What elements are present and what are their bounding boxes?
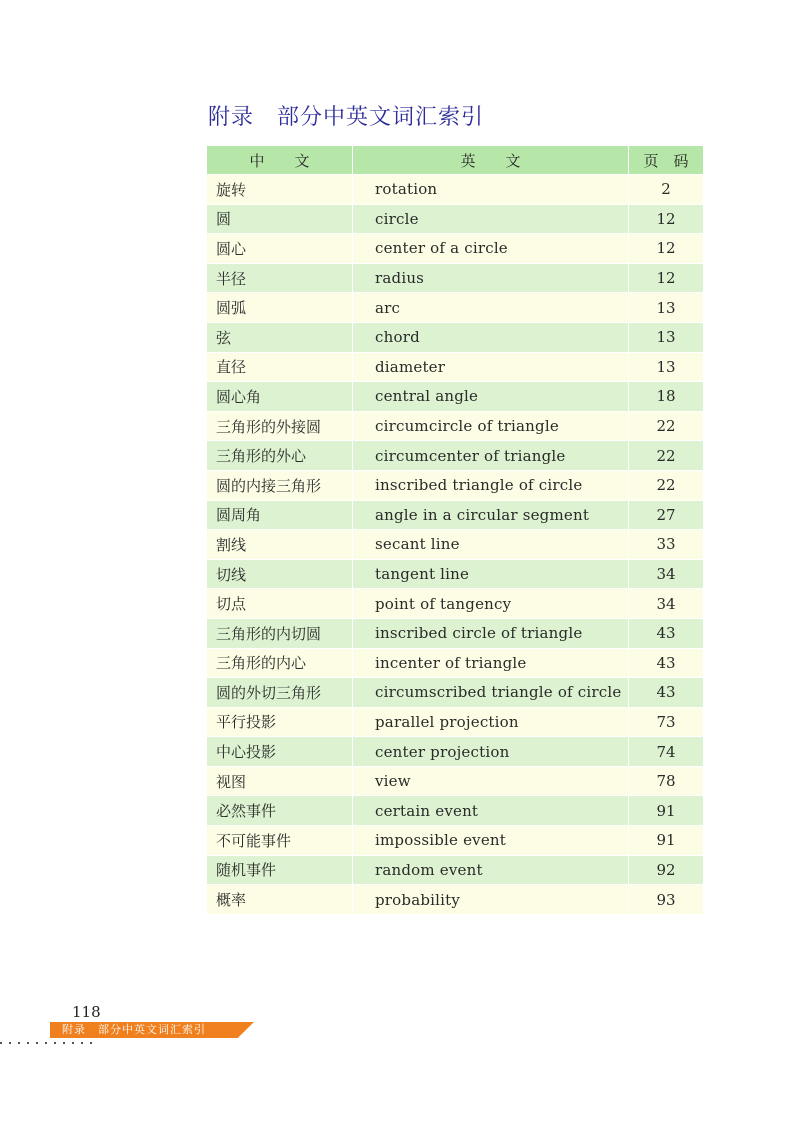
table-row [207,826,703,856]
table-row [207,649,703,679]
term-page: 13 [629,293,703,323]
term-english: arc [353,293,629,323]
term-page: 22 [629,471,703,501]
term-english: probability [353,885,629,915]
table-row [207,323,703,353]
footer-label: 附录 部分中英文词汇索引 [62,1023,206,1036]
term-page: 43 [629,619,703,649]
table-row [207,856,703,886]
term-chinese: 平行投影 [207,708,353,738]
table-row [207,796,703,826]
term-chinese: 必然事件 [207,796,353,826]
term-english: random event [353,856,629,886]
table-row [207,234,703,264]
term-english: angle in a circular segment [353,501,629,531]
term-chinese: 中心投影 [207,737,353,767]
table-row [207,619,703,649]
header-page: 页 码 [629,146,703,175]
term-page: 43 [629,678,703,708]
term-page: 34 [629,560,703,590]
term-english: tangent line [353,560,629,590]
term-chinese: 三角形的外心 [207,441,353,471]
term-english: circumcircle of triangle [353,412,629,442]
term-chinese: 圆的内接三角形 [207,471,353,501]
page-number: 118 [72,1003,101,1021]
term-chinese: 三角形的外接圆 [207,412,353,442]
table-row [207,589,703,619]
table-row [207,412,703,442]
term-english: view [353,767,629,797]
term-english: chord [353,323,629,353]
term-chinese: 三角形的内切圆 [207,619,353,649]
term-chinese: 半径 [207,264,353,294]
table-row [207,530,703,560]
term-english: circle [353,205,629,235]
table-row [207,767,703,797]
term-page: 12 [629,234,703,264]
term-chinese: 圆弧 [207,293,353,323]
term-chinese: 随机事件 [207,856,353,886]
term-english: incenter of triangle [353,649,629,679]
term-english: secant line [353,530,629,560]
term-english: impossible event [353,826,629,856]
term-chinese: 弦 [207,323,353,353]
term-page: 91 [629,826,703,856]
term-page: 74 [629,737,703,767]
table-row [207,560,703,590]
term-page: 43 [629,649,703,679]
term-page: 22 [629,441,703,471]
table-row [207,885,703,915]
term-english: central angle [353,382,629,412]
term-page: 92 [629,856,703,886]
table-row [207,471,703,501]
table-row [207,382,703,412]
term-english: point of tangency [353,589,629,619]
term-english: center of a circle [353,234,629,264]
term-chinese: 切点 [207,589,353,619]
term-chinese: 概率 [207,885,353,915]
term-english: rotation [353,175,629,205]
term-page: 33 [629,530,703,560]
term-chinese: 不可能事件 [207,826,353,856]
term-chinese: 切线 [207,560,353,590]
term-english: parallel projection [353,708,629,738]
header-chinese: 中 文 [207,146,353,175]
term-page: 2 [629,175,703,205]
term-english: certain event [353,796,629,826]
term-page: 12 [629,205,703,235]
term-chinese: 圆心 [207,234,353,264]
term-page: 91 [629,796,703,826]
term-chinese: 视图 [207,767,353,797]
table-row [207,708,703,738]
term-english: center projection [353,737,629,767]
term-english: inscribed circle of triangle [353,619,629,649]
term-chinese: 圆 [207,205,353,235]
table-row [207,441,703,471]
term-page: 13 [629,353,703,383]
term-page: 13 [629,323,703,353]
term-english: diameter [353,353,629,383]
table-row [207,501,703,531]
term-chinese: 直径 [207,353,353,383]
term-chinese: 圆的外切三角形 [207,678,353,708]
term-chinese: 割线 [207,530,353,560]
table-row [207,678,703,708]
table-row [207,353,703,383]
term-page: 12 [629,264,703,294]
term-chinese: 圆周角 [207,501,353,531]
table-row [207,175,703,205]
term-chinese: 圆心角 [207,382,353,412]
table-row [207,264,703,294]
term-english: radius [353,264,629,294]
term-english: circumscribed triangle of circle [353,678,629,708]
term-page: 22 [629,412,703,442]
term-english: circumcenter of triangle [353,441,629,471]
term-page: 93 [629,885,703,915]
term-page: 73 [629,708,703,738]
term-page: 18 [629,382,703,412]
table-row [207,205,703,235]
term-english: inscribed triangle of circle [353,471,629,501]
table-row [207,737,703,767]
footer-dotted-rule [0,1042,98,1044]
table-row [207,293,703,323]
vocabulary-index-table [207,146,703,915]
term-chinese: 三角形的内心 [207,649,353,679]
term-page: 78 [629,767,703,797]
term-page: 34 [629,589,703,619]
term-page: 27 [629,501,703,531]
table-body [207,175,703,915]
page-title: 附录 部分中英文词汇索引 [208,105,485,130]
header-english: 英 文 [353,146,629,175]
term-chinese: 旋转 [207,175,353,205]
table-header-row [207,146,703,175]
